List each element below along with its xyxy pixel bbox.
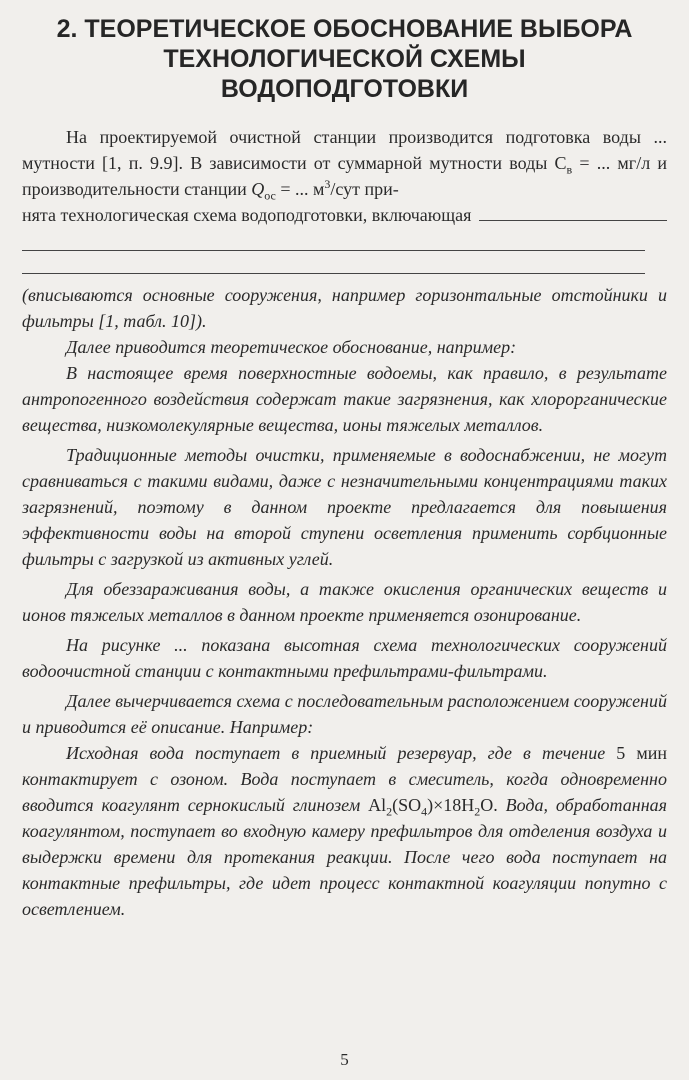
formula-sub-4: 4 [421,804,428,819]
intro-text-2: = ... мг/л и производительности станции [22,153,667,199]
heading-line-2: ТЕХНОЛОГИЧЕСКОЙ СХЕМЫ [163,45,526,73]
heading-line-1: 2. ТЕОРЕТИЧЕСКОЕ ОБОСНОВАНИЕ ВЫБОРА [56,15,633,43]
intro-paragraph [22,124,667,202]
intro-text-1: На проектируемой очистной станции производится подготовка воды ... мутности [1, п. 9.9]. В зависимости от суммарной мутности воды С [22,127,667,173]
p7-text-c: контактирует с озоном. Вода поступает в смеситель, когда одновременно вводится коагулянт сернокислый глинозем [22,769,667,815]
formula-so: (SO [392,795,422,815]
subscript-oc: ос [264,188,276,203]
formula-x: )×18H [427,795,475,815]
p7-text-b: 5 мин [616,743,668,763]
intro-last-text: нята технологическая схема водоподготовки, включающая [22,205,472,225]
paragraph-2: В настоящее время поверхностные водоемы, как правило, в результате антропогенного воздействия содержат такие загрязнения, как хлорорганические вещества, низкомолекулярные вещества, ионы тяжелых металлов. [22,363,667,435]
intro-text-3: = ... м [275,179,325,199]
page-number: 5 [340,1050,349,1069]
formula-sub-2: 2 [386,804,393,819]
section-heading [22,0,667,104]
formula-al: Al [368,795,387,815]
fill-in-line-2 [22,251,645,274]
paragraph-7 [22,740,667,922]
paragraph-3: Традиционные методы очистки, применяемые в водоснабжении, не могут сравниваться с такими видами, даже с незначительными концентрациями таких загрязнений, поэтому в данном проекте предлагается для повышения эффективности воды на второй ступени осветления применить сорбционные фильтры с загрузкой из активных углей. [22,445,667,569]
paragraph-5: На рисунке ... показана высотная схема технологических сооружений водоочистной станции с контактными префильтрами-фильтрами. [22,635,667,681]
superscript-3: 3 [324,177,331,191]
fill-in-line-1 [22,228,645,251]
paragraph-1: Далее приводится теоретическое обоснование, например: [66,337,517,357]
p7-text-d: Вода, обработанная коагулянтом, поступает во входную камеру префильтров для отделения воздуха и выдержки времени для протекания реакции. После чего вода поступает на контактные префильтры, где идет процесс контактной коагуляции попутно с осветлением. [22,795,667,919]
paragraph-4: Для обеззараживания воды, а также окисления органических веществ и ионов тяжелых металлов в данном проекте применяется озонирование. [22,579,667,625]
subscript-v: в [566,162,573,177]
intro-text-4: /сут при- [330,179,399,199]
p7-text-a: Исходная вода поступает в приемный резервуар, где в течение [66,743,617,763]
fill-in-blank [479,202,667,221]
formula-sub-2b: 2 [474,804,481,819]
paragraph-6: Далее вычерчивается схема с последовательным расположением сооружений и приводится её описание. Например: [22,691,667,737]
q-symbol: Q [251,179,265,199]
note-paragraph: (вписываются основные сооружения, например горизонтальные отстойники и фильтры [1, табл. 10]). [22,285,667,331]
formula-o: O. [480,795,498,815]
chemical-formula [368,795,498,819]
intro-last-line [22,202,667,228]
heading-line-3: ВОДОПОДГОТОВКИ [220,75,469,103]
